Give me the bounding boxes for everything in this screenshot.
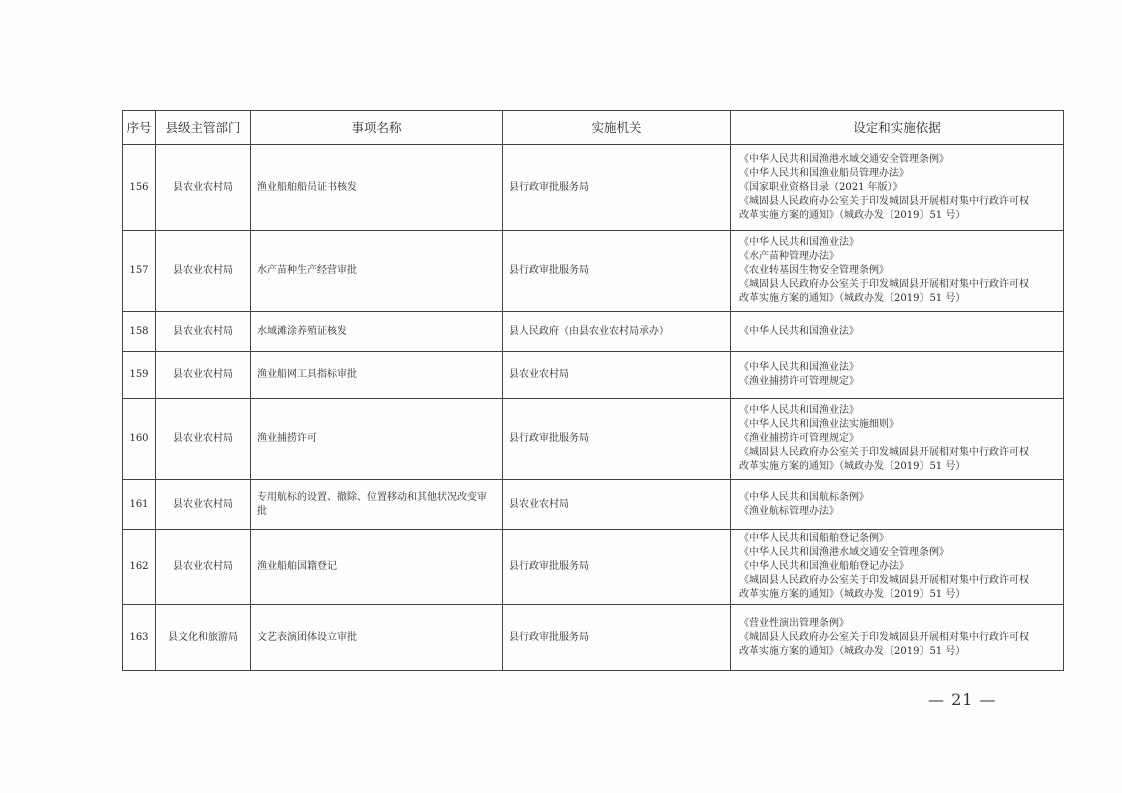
table-row: [123, 399, 1064, 480]
basis-line: 改革实施方案的通知》（城政办发〔2019〕51 号）: [739, 645, 966, 657]
basis-line: 《国家职业资格目录（2021 年版）》: [739, 181, 903, 193]
basis-line: 《中华人民共和国渔业法》: [739, 237, 859, 248]
row-number: 161: [123, 480, 156, 530]
row-number: 163: [123, 605, 156, 671]
row-dept: 县农业农村局: [156, 399, 251, 480]
row-basis: [731, 399, 1064, 480]
table-row: [123, 530, 1064, 605]
basis-line: 《中华人民共和国船舶登记条例》: [739, 533, 889, 544]
basis-line: 《渔业航标管理办法》: [739, 505, 839, 517]
basis-line: 《城固县人民政府办公室关于印发城固县开展相对集中行政许可权: [739, 447, 1029, 458]
table-body: [123, 145, 1064, 671]
page-number: — 21 —: [928, 690, 997, 709]
basis-line: 《中华人民共和国渔港水域交通安全管理条例》: [739, 547, 949, 558]
row-number: 160: [123, 399, 156, 480]
basis-line: 《中华人民共和国渔业法实施细则》: [739, 419, 899, 430]
basis-line: 《渔业捕捞许可管理规定》: [739, 376, 859, 387]
row-number: 156: [123, 145, 156, 231]
row-org: 县农业农村局: [503, 352, 731, 399]
permit-table: [122, 110, 1064, 671]
header-no: 序号: [123, 111, 156, 145]
row-number: 157: [123, 231, 156, 312]
table-row: [123, 352, 1064, 399]
basis-line: 《中华人民共和国渔港水域交通安全管理条例》: [739, 153, 949, 165]
basis-line: 改革实施方案的通知》（城政办发〔2019〕51 号）: [739, 293, 966, 304]
row-org: 县行政审批服务局: [503, 399, 731, 480]
basis-line: 改革实施方案的通知》（城政办发〔2019〕51 号）: [739, 209, 966, 221]
row-dept: 县农业农村局: [156, 145, 251, 231]
row-org: 县行政审批服务局: [503, 231, 731, 312]
basis-line: 《城固县人民政府办公室关于印发城固县开展相对集中行政许可权: [739, 279, 1029, 290]
row-number: 162: [123, 530, 156, 605]
basis-line: 《中华人民共和国渔业船舶登记办法》: [739, 561, 909, 572]
row-item-name: 渔业捕捞许可: [251, 399, 503, 480]
basis-line: 《中华人民共和国渔业船员管理办法》: [739, 167, 909, 179]
row-item-name: 渔业船舶船员证书核发: [251, 145, 503, 231]
row-basis: [731, 530, 1064, 605]
basis-line: 改革实施方案的通知》（城政办发〔2019〕51 号）: [739, 589, 966, 600]
header-basis: 设定和实施依据: [731, 111, 1064, 145]
row-number: 159: [123, 352, 156, 399]
header-item: 事项名称: [251, 111, 503, 145]
basis-line: 《营业性演出管理条例》: [739, 617, 849, 629]
row-org: 县人民政府（由县农业农村局承办）: [503, 312, 731, 352]
row-item-name: 渔业船网工具指标审批: [251, 352, 503, 399]
row-dept: 县农业农村局: [156, 231, 251, 312]
row-org: 县行政审批服务局: [503, 605, 731, 671]
basis-line: 改革实施方案的通知》（城政办发〔2019〕51 号）: [739, 461, 966, 472]
row-dept: 县农业农村局: [156, 352, 251, 399]
basis-line: 《城固县人民政府办公室关于印发城固县开展相对集中行政许可权: [739, 575, 1029, 586]
row-item-name: 文艺表演团体设立审批: [251, 605, 503, 671]
header-dept: 县级主管部门: [156, 111, 251, 145]
row-org: 县行政审批服务局: [503, 145, 731, 231]
row-dept: 县文化和旅游局: [156, 605, 251, 671]
row-org: 县行政审批服务局: [503, 530, 731, 605]
basis-line: 《中华人民共和国渔业法》: [739, 405, 859, 416]
basis-line: 《水产苗种管理办法》: [739, 251, 839, 262]
basis-line: 《中华人民共和国航标条例》: [739, 491, 869, 503]
row-basis: [731, 231, 1064, 312]
row-item-name: 水产苗种生产经营审批: [251, 231, 503, 312]
basis-line: 《中华人民共和国渔业法》: [739, 325, 859, 337]
row-basis: [731, 312, 1064, 352]
table-row: [123, 145, 1064, 231]
row-basis: [731, 145, 1064, 231]
row-item-name: 专用航标的设置、撤除、位置移动和其他状况改变审批: [251, 480, 503, 530]
table-row: [123, 312, 1064, 352]
basis-line: 《中华人民共和国渔业法》: [739, 362, 859, 373]
row-org: 县农业农村局: [503, 480, 731, 530]
basis-line: 《城固县人民政府办公室关于印发城固县开展相对集中行政许可权: [739, 195, 1029, 207]
table-row: [123, 231, 1064, 312]
row-number: 158: [123, 312, 156, 352]
basis-line: 《农业转基因生物安全管理条例》: [739, 265, 889, 276]
row-dept: 县农业农村局: [156, 312, 251, 352]
row-dept: 县农业农村局: [156, 480, 251, 530]
row-dept: 县农业农村局: [156, 530, 251, 605]
row-item-name: 渔业船舶国籍登记: [251, 530, 503, 605]
table-header-row: [123, 111, 1064, 145]
basis-line: 《渔业捕捞许可管理规定》: [739, 433, 859, 444]
header-org: 实施机关: [503, 111, 731, 145]
table-row: [123, 480, 1064, 530]
row-basis: [731, 352, 1064, 399]
table-row: [123, 605, 1064, 671]
row-basis: [731, 605, 1064, 671]
basis-line: 《城固县人民政府办公室关于印发城固县开展相对集中行政许可权: [739, 631, 1029, 643]
row-basis: [731, 480, 1064, 530]
row-item-name: 水域滩涂养殖证核发: [251, 312, 503, 352]
